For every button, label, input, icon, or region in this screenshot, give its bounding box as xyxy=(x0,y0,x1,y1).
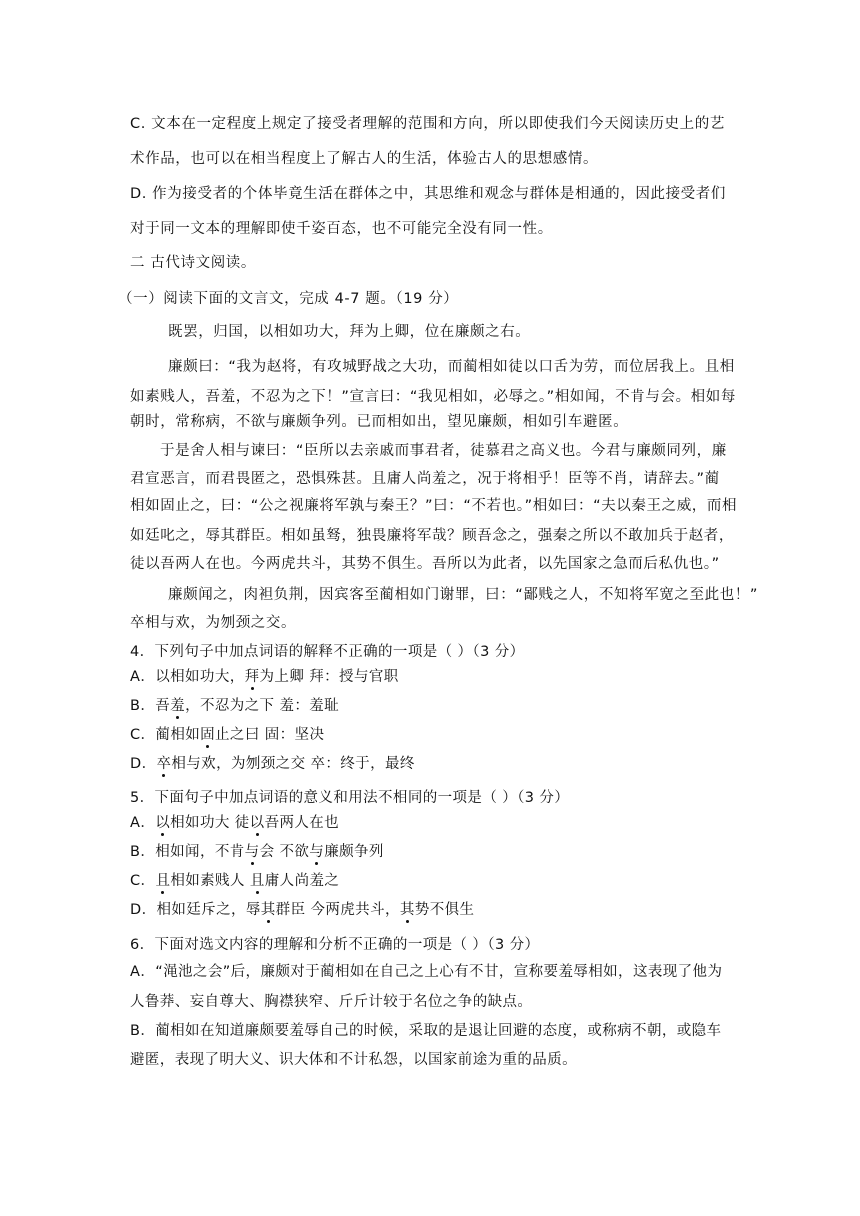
question-5-option-a: A．以相如功大 徒以吾两人在也 xyxy=(130,815,340,831)
passage-paragraph-4-line2: 卒相与欢，为刎颈之交。 xyxy=(130,615,297,631)
dotted-word: 羞 xyxy=(170,698,186,714)
question-5-stem: 5．下面句子中加点词语的意义和用法不相同的一项是（ ）（3 分） xyxy=(130,790,570,806)
dotted-word: 与 xyxy=(244,844,260,860)
question-4-stem: 4．下列句子中加点词语的解释不正确的一项是（ ）（3 分） xyxy=(130,644,525,660)
passage-paragraph-1: 既罢，归国，以相如功大，拜为上卿，位在廉颇之右。 xyxy=(168,324,531,340)
dotted-word: 且 xyxy=(155,873,171,889)
option-d-line2: 对于同一文本的理解即使千姿百态，也不可能完全没有同一性。 xyxy=(130,221,553,237)
passage-paragraph-3-line2: 君宣恶言，而君畏匿之，恐惧殊甚。且庸人尚羞之，况于将相乎！臣等不肖，请辞去。”蔺 xyxy=(130,471,720,487)
option-c-line1: C. 文本在一定程度上规定了接受者理解的范围和方向，所以即使我们今天阅读历史上的艺 xyxy=(130,116,725,132)
passage-paragraph-3-line5: 徒以吾两人在也。今两虎共斗，其势不俱生。吾所以为此者，以先国家之急而后私仇也。” xyxy=(130,556,720,572)
option-c-line2: 术作品，也可以在相当程度上了解古人的生活，体验古人的思想感情。 xyxy=(130,151,599,167)
question-4-option-d: D．卒相与欢，为刎颈之交 卒：终于，最终 xyxy=(130,756,415,772)
question-5-option-d: D．相如廷斥之，辱其群臣 今两虎共斗，其势不俱生 xyxy=(130,902,475,918)
option-d-line1: D. 作为接受者的个体毕竟生活在群体之中，其思维和观念与群体是相通的，因此接受者们 xyxy=(130,186,726,202)
question-6-option-a-line1: A．“渑池之会”后，廉颇对于蔺相如在自己之上心有不甘，宣称要羞辱相如，这表现了他为 xyxy=(130,964,723,980)
question-4-option-a: A．以相如功大，拜为上卿 拜：授与官职 xyxy=(130,669,399,685)
dotted-word: 与 xyxy=(309,844,325,860)
question-4-option-c: C．蔺相如固止之曰 固：坚决 xyxy=(130,727,325,743)
dotted-word: 以 xyxy=(155,815,171,831)
dotted-word: 其 xyxy=(260,902,276,918)
passage-paragraph-3-line3: 相如固止之，曰：“公之视廉将军孰与秦王？”曰：“不若也。”相如曰：“夫以秦王之威，而相 xyxy=(130,498,738,514)
question-6-option-b-line1: B．蔺相如在知道廉颇要羞辱自己的时候，采取的是退让回避的态度，或称病不朝，或隐车 xyxy=(130,1023,722,1039)
passage-paragraph-2-line1: 廉颇曰：“我为赵将，有攻城野战之大功，而蔺相如徒以口舌为劳，而位居我上。且相 xyxy=(168,359,735,375)
question-4-option-b: B．吾羞，不忍为之下 羞：羞耻 xyxy=(130,698,340,714)
section-heading: 二 古代诗文阅读。 xyxy=(130,255,257,271)
dotted-word: 固 xyxy=(200,727,216,743)
question-6-option-a-line2: 人鲁莽、妄自尊大、胸襟狭窄、斤斤计较于名位之争的缺点。 xyxy=(130,994,533,1010)
dotted-word: 卒 xyxy=(156,756,172,772)
dotted-word: 拜 xyxy=(244,669,260,685)
passage-paragraph-3-line4: 如廷叱之，辱其群臣。相如虽驽，独畏廉将军哉？顾吾念之，强秦之所以不敢加兵于赵者， xyxy=(130,528,734,544)
question-6-stem: 6．下面对选文内容的理解和分析不正确的一项是（ ）（3 分） xyxy=(130,937,540,953)
passage-paragraph-2-line3: 朝时，常称病，不欲与廉颇争列。已而相如出，望见廉颇，相如引车避匿。 xyxy=(130,414,629,430)
question-6-option-b-line2: 避匿，表现了明大义、识大体和不计私怨，以国家前途为重的品质。 xyxy=(130,1052,577,1068)
question-5-option-b: B．相如闻，不肯与会 不欲与廉颇争列 xyxy=(130,844,384,860)
dotted-word: 以 xyxy=(249,815,265,831)
subsection-heading: （一）阅读下面的文言文，完成 4-7 题。（19 分） xyxy=(118,291,459,307)
passage-paragraph-3-line1: 于是舍人相与谏曰：“臣所以去亲戚而事君者，徒慕君之高义也。今君与廉颇同列，廉 xyxy=(160,443,727,459)
dotted-word: 且 xyxy=(249,873,265,889)
passage-paragraph-4-line1: 廉颇闻之，肉袒负荆，因宾客至蔺相如门谢罪，曰：“鄙贱之人，不知将军宽之至此也！” xyxy=(168,587,759,603)
passage-paragraph-2-line2: 如素贱人，吾羞，不忍为之下！”宣言曰：“我见相如，必辱之。”相如闻，不肯与会。相如每 xyxy=(130,389,736,405)
dotted-word: 其 xyxy=(399,902,415,918)
question-5-option-c: C．且相如素贱人 且庸人尚羞之 xyxy=(130,873,340,889)
